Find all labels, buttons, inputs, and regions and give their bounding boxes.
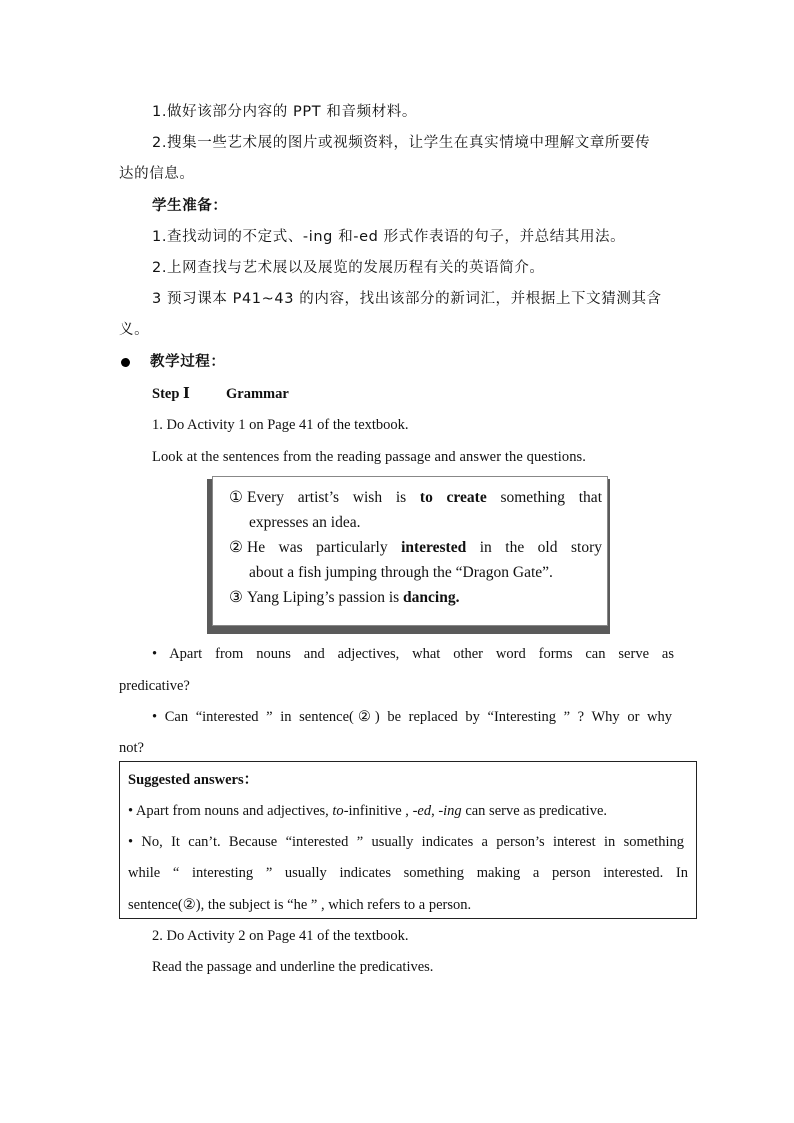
figure-sentence-1: ① Every artist’s wish is to create something that — [229, 489, 602, 506]
student-prep-heading: 学生准备： — [152, 198, 228, 214]
figure-sentence-1-line-2: expresses an idea. — [249, 514, 361, 531]
bullet-dot-icon — [121, 358, 130, 367]
circled-number-3: ③ — [229, 589, 243, 606]
student-prep-item-1: 1.查找动词的不定式、-ing 和-ed 形式作表语的句子，并总结其用法。 — [152, 229, 626, 245]
answer-1: • Apart from nouns and adjectives, to-infinitive , -ed, -ing can serve as predicative. — [128, 803, 608, 819]
student-prep-item-2: 2.上网查找与艺术展以及展览的发展历程有关的英语简介。 — [152, 260, 545, 276]
answer-2-line-1: • No, It can’t. Because “interested ” usually indicates a person’s interest in something — [128, 834, 684, 850]
circled-number-2: ② — [229, 539, 243, 556]
figure-sentence-2-line-2: about a fish jumping through the “Dragon Gate”. — [249, 564, 553, 581]
circled-number-1: ① — [229, 489, 243, 506]
question-2-line-1: • Can “interested ” in sentence(②) be replaced by “Interesting ” ? Why or why — [152, 709, 672, 725]
answers-heading: Suggested answers： — [128, 772, 259, 788]
student-prep-item-3-line-2: 义。 — [119, 322, 150, 338]
activity-1: 1. Do Activity 1 on Page 41 of the textbook. — [152, 417, 409, 433]
question-1-line-1: • Apart from nouns and adjectives, what other word forms can serve as — [152, 646, 674, 662]
process-heading: 教学过程： — [150, 354, 226, 370]
figure-sentence-2: ② He was particularly interested in the old story — [229, 539, 602, 556]
step-label: Step Ⅰ — [152, 386, 190, 402]
process-bullet — [121, 353, 130, 371]
step-title: Grammar — [226, 386, 289, 402]
activity-2: 2. Do Activity 2 on Page 41 of the textbook. — [152, 928, 409, 944]
prep-item-2-line-2: 达的信息。 — [119, 166, 195, 182]
prep-item-2-line-1: 2.搜集一些艺术展的图片或视频资料，让学生在真实情境中理解文章所要传 — [152, 135, 651, 151]
answer-2-line-2: while “ interesting ” usually indicates something making a person interested. In — [128, 865, 688, 881]
instruction-1: Look at the sentences from the reading passage and answer the questions. — [152, 449, 587, 465]
question-1-line-2: predicative? — [119, 678, 190, 694]
question-2-line-2: not? — [119, 740, 144, 756]
answer-2-line-3: sentence(②), the subject is “he ” , which refers to a person. — [128, 897, 472, 913]
student-prep-item-3-line-1: 3 预习课本 P41~43 的内容，找出该部分的新词汇，并根据上下文猜测其含 — [152, 291, 662, 307]
figure-sentence-3: ③ Yang Liping’s passion is dancing. — [229, 589, 460, 606]
prep-item-1: 1.做好该部分内容的 PPT 和音频材料。 — [152, 104, 417, 120]
activity-2-instruction: Read the passage and underline the predicatives. — [152, 959, 434, 975]
